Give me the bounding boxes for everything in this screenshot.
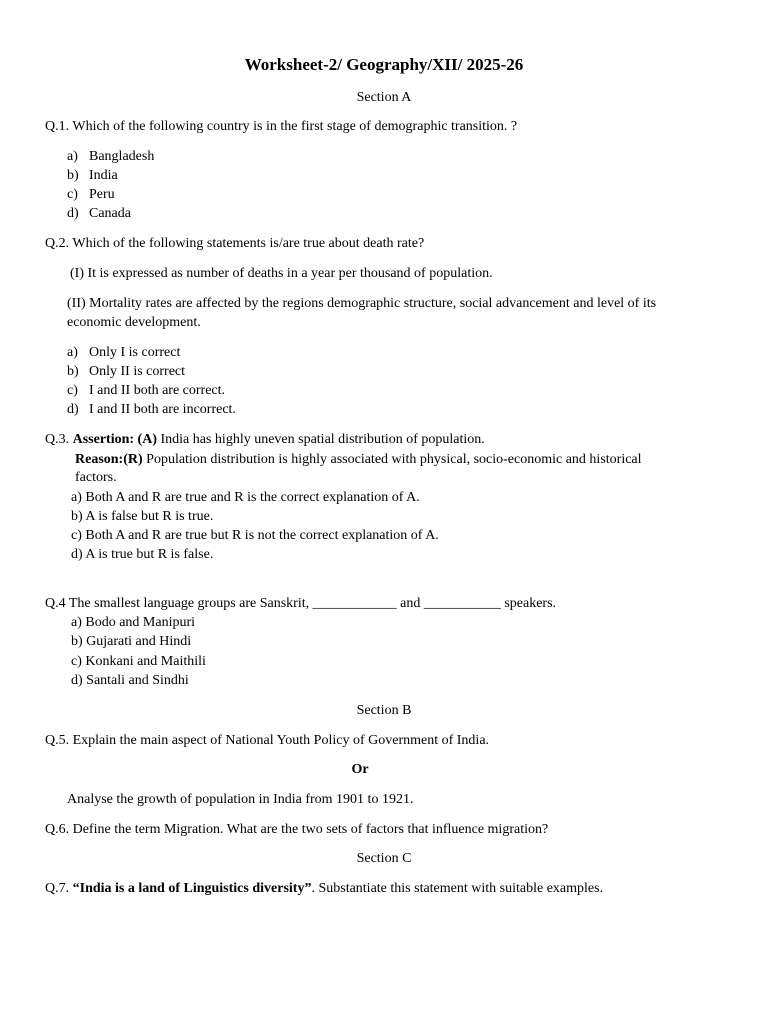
q1-option-d: d) Canada bbox=[67, 206, 131, 221]
q1-option-b: b) India bbox=[67, 168, 118, 183]
section-a-heading: Section A bbox=[356, 90, 412, 105]
q3-assertion: Q.3. Assertion: (A) India has highly uneven spatial distribution of population. bbox=[45, 432, 485, 447]
q1-option-a: a) Bangladesh bbox=[67, 149, 155, 164]
q3-option-a: a) Both A and R are true and R is the correct explanation of A. bbox=[71, 490, 420, 505]
q4-option-b: b) Gujarati and Hindi bbox=[71, 634, 192, 649]
section-b-heading: Section B bbox=[356, 703, 412, 718]
q3-reason: Reason:(R) Population distribution is highly associated with physical, socio-economic and historical bbox=[75, 452, 642, 467]
section-c-heading: Section C bbox=[356, 851, 412, 866]
q3-reason-cont: factors. bbox=[75, 470, 117, 485]
q2-text: Q.2. Which of the following statements is/are true about death rate? bbox=[45, 236, 425, 251]
q2-statement-1: (I) It is expressed as number of deaths in a year per thousand of population. bbox=[70, 266, 493, 281]
page-title: Worksheet-2/ Geography/XII/ 2025-26 bbox=[244, 55, 524, 74]
q3-option-b: b) A is false but R is true. bbox=[71, 509, 214, 524]
q7-text: Q.7. “India is a land of Linguistics diversity”. Substantiate this statement with suitable examples. bbox=[45, 881, 604, 896]
q2-option-d: d) I and II both are incorrect. bbox=[67, 402, 236, 417]
q4-option-d: d) Santali and Sindhi bbox=[71, 673, 189, 688]
q5-alternative: Analyse the growth of population in India from 1901 to 1921. bbox=[67, 792, 414, 807]
q4-option-a: a) Bodo and Manipuri bbox=[71, 615, 196, 630]
q5-text: Q.5. Explain the main aspect of National Youth Policy of Government of India. bbox=[45, 733, 490, 748]
q1-text: Q.1. Which of the following country is in the first stage of demographic transition. ? bbox=[45, 119, 518, 134]
q2-statement-2-cont: economic development. bbox=[67, 315, 201, 330]
q1-option-c: c) Peru bbox=[67, 187, 115, 202]
q2-option-c: c) I and II both are correct. bbox=[67, 383, 226, 398]
q6-text: Q.6. Define the term Migration. What are the two sets of factors that influence migration? bbox=[45, 822, 549, 837]
q2-statement-2: (II) Mortality rates are affected by the regions demographic structure, social advancement and level of its bbox=[67, 296, 657, 311]
q2-option-b: b) Only II is correct bbox=[67, 364, 186, 379]
q5-or: Or bbox=[351, 762, 369, 777]
q4-option-c: c) Konkani and Maithili bbox=[71, 654, 206, 669]
q3-option-d: d) A is true but R is false. bbox=[71, 547, 214, 562]
q2-option-a: a) Only I is correct bbox=[67, 345, 181, 360]
q3-option-c: c) Both A and R are true but R is not the correct explanation of A. bbox=[71, 528, 439, 543]
q4-text: Q.4 The smallest language groups are Sanskrit, ____________ and ___________ speakers. bbox=[45, 596, 557, 611]
